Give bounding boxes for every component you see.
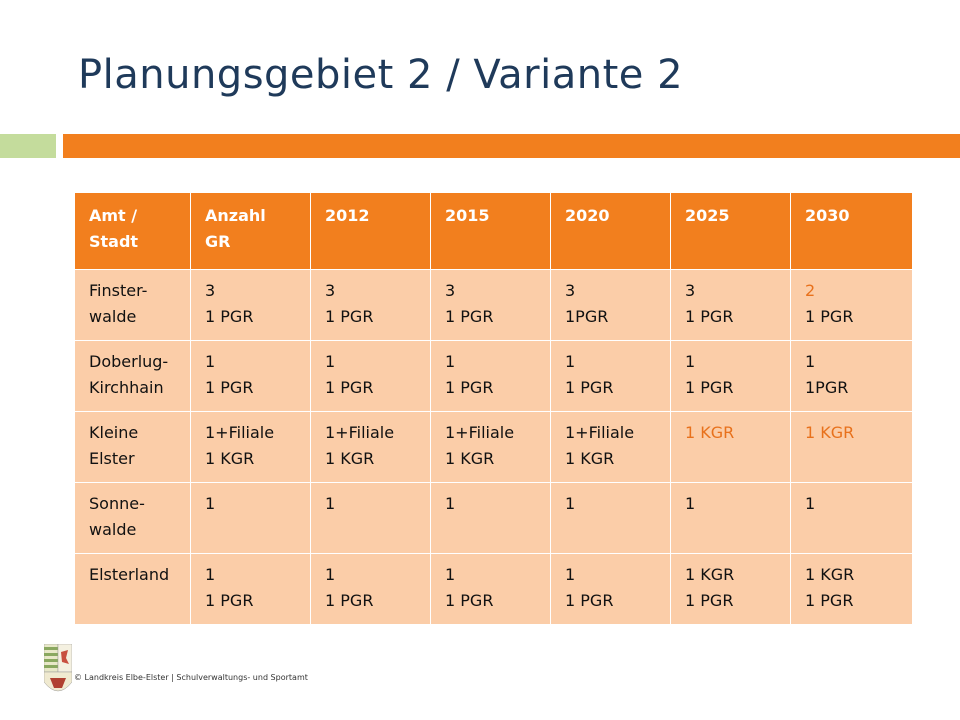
cell-text: 1 KGR <box>565 449 615 468</box>
cell-text: 1 PGR <box>805 591 854 610</box>
cell-text: 1+Filiale <box>325 423 395 442</box>
table-cell <box>311 341 431 412</box>
cell-text: 1 KGR <box>685 423 735 442</box>
table-cell <box>791 412 913 483</box>
cell-text: Elsterland <box>89 565 170 584</box>
cell-text: 1 <box>325 565 336 584</box>
table-cell <box>551 341 671 412</box>
cell-text: 1 PGR <box>325 591 374 610</box>
cell-text: Doberlug- <box>89 352 169 371</box>
row-label-cell <box>75 412 191 483</box>
cell-text: Elster <box>89 449 135 468</box>
table-cell <box>671 483 791 554</box>
cell-text: 1 <box>805 494 816 513</box>
cell-text: 1 PGR <box>805 307 854 326</box>
cell-text: 1 PGR <box>685 378 734 397</box>
row-label-cell <box>75 341 191 412</box>
cell-text: 1+Filiale <box>205 423 275 442</box>
column-header-text: Stadt <box>89 232 139 251</box>
column-header <box>791 193 913 270</box>
cell-text: walde <box>89 520 137 539</box>
cell-text: 1 <box>445 494 456 513</box>
cell-text: 1 PGR <box>325 378 374 397</box>
table-cell <box>671 554 791 625</box>
cell-text: 1 <box>685 494 696 513</box>
table-cell <box>431 483 551 554</box>
cell-text: 1 <box>325 494 336 513</box>
table-cell <box>311 412 431 483</box>
cell-text: 1 PGR <box>685 591 734 610</box>
planning-table <box>74 192 913 625</box>
cell-text: 1 KGR <box>325 449 375 468</box>
cell-text: 1 <box>565 352 576 371</box>
table-row <box>75 270 913 341</box>
row-label-cell <box>75 270 191 341</box>
cell-text: 1 KGR <box>205 449 255 468</box>
table-cell <box>191 341 311 412</box>
table-cell <box>191 270 311 341</box>
table-body <box>75 270 913 625</box>
table-cell <box>431 554 551 625</box>
table-cell <box>791 483 913 554</box>
table-cell <box>551 483 671 554</box>
cell-text: 3 <box>325 281 336 300</box>
cell-text: 1 <box>685 352 696 371</box>
slide-title: Planungsgebiet 2 / Variante 2 <box>78 52 684 98</box>
row-label-cell <box>75 554 191 625</box>
column-header <box>431 193 551 270</box>
table-cell <box>671 270 791 341</box>
cell-text: 1 <box>565 565 576 584</box>
cell-text: 1 KGR <box>445 449 495 468</box>
table-cell <box>191 412 311 483</box>
cell-text: 1PGR <box>805 378 849 397</box>
cell-text: 3 <box>205 281 216 300</box>
table-cell <box>431 341 551 412</box>
table-cell <box>431 270 551 341</box>
cell-text: 1 PGR <box>325 307 374 326</box>
table-cell <box>311 554 431 625</box>
cell-text: 1 PGR <box>205 378 254 397</box>
table-cell <box>791 554 913 625</box>
cell-text: 1 PGR <box>445 307 494 326</box>
column-header <box>75 193 191 270</box>
column-header-text: 2012 <box>325 206 370 225</box>
footer-copyright: © Landkreis Elbe-Elster | Schulverwaltungs- und Sportamt <box>74 673 308 682</box>
cell-text: 1 PGR <box>685 307 734 326</box>
row-label-cell <box>75 483 191 554</box>
column-header <box>671 193 791 270</box>
coat-of-arms-icon <box>44 644 72 696</box>
cell-text: 1 <box>805 352 816 371</box>
cell-text: walde <box>89 307 137 326</box>
column-header-text: 2025 <box>685 206 730 225</box>
cell-text: Kirchhain <box>89 378 164 397</box>
column-header-text: 2020 <box>565 206 610 225</box>
cell-text: 1 <box>205 352 216 371</box>
cell-text: 3 <box>565 281 576 300</box>
table-header-row <box>75 193 913 270</box>
cell-text: 1 PGR <box>445 591 494 610</box>
column-header <box>311 193 431 270</box>
cell-text: 1 <box>205 494 216 513</box>
cell-text: 1 KGR <box>685 565 735 584</box>
cell-text: Kleine <box>89 423 139 442</box>
column-header-text: 2030 <box>805 206 850 225</box>
table-cell <box>191 554 311 625</box>
table-cell <box>431 412 551 483</box>
table-cell <box>551 270 671 341</box>
table-row <box>75 554 913 625</box>
table-row <box>75 483 913 554</box>
cell-text: 1 KGR <box>805 565 855 584</box>
table-cell <box>551 412 671 483</box>
table-row <box>75 412 913 483</box>
cell-text: 1 PGR <box>205 307 254 326</box>
cell-text: 1 PGR <box>205 591 254 610</box>
column-header-text: Anzahl <box>205 206 266 225</box>
table-cell <box>671 341 791 412</box>
table-cell <box>791 341 913 412</box>
accent-bar-orange <box>63 134 960 158</box>
cell-text: 1+Filiale <box>565 423 635 442</box>
table-row <box>75 341 913 412</box>
cell-text: 1 PGR <box>565 378 614 397</box>
table-cell <box>191 483 311 554</box>
cell-text: 1 PGR <box>445 378 494 397</box>
cell-text: 1 <box>445 352 456 371</box>
table-cell <box>551 554 671 625</box>
table-cell <box>671 412 791 483</box>
column-header-text: 2015 <box>445 206 490 225</box>
column-header-text: Amt / <box>89 206 138 225</box>
column-header-text: GR <box>205 232 231 251</box>
cell-text: 1+Filiale <box>445 423 515 442</box>
cell-text: Sonne- <box>89 494 145 513</box>
cell-text: 2 <box>805 281 816 300</box>
accent-bar-green <box>0 134 56 158</box>
table-cell <box>311 483 431 554</box>
table-cell <box>791 270 913 341</box>
cell-text: 1 <box>205 565 216 584</box>
column-header <box>551 193 671 270</box>
column-header <box>191 193 311 270</box>
cell-text: Finster- <box>89 281 148 300</box>
cell-text: 1 <box>325 352 336 371</box>
table-cell <box>311 270 431 341</box>
cell-text: 1 <box>445 565 456 584</box>
cell-text: 3 <box>445 281 456 300</box>
cell-text: 1PGR <box>565 307 609 326</box>
cell-text: 3 <box>685 281 696 300</box>
cell-text: 1 KGR <box>805 423 855 442</box>
cell-text: 1 PGR <box>565 591 614 610</box>
footer <box>44 644 344 704</box>
cell-text: 1 <box>565 494 576 513</box>
